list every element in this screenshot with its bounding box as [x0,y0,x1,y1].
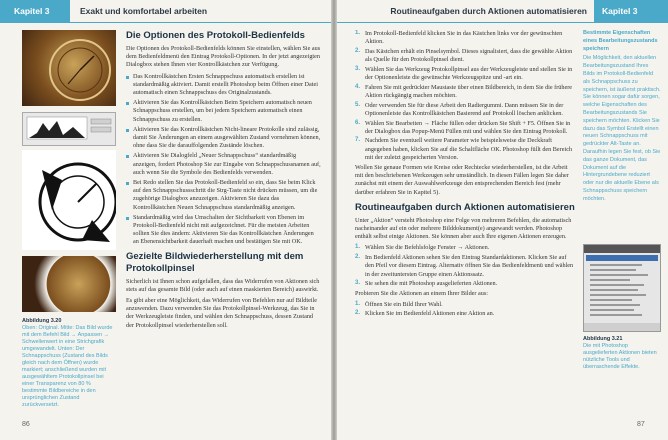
bullet-item: Aktivieren Sie das Kontrollkästchen Beim Speichern automatisch neuen Schnappschuss erstellen, um bei jedem Speichern automatisch einen Schnappschuss zu erstellen. [126,99,321,124]
left-chapter-tab: Kapitel 3 [0,0,70,22]
sidebar-text: Die Möglichkeit, den aktuellen Bearbeitungszustand Ihres Bilds im Protokoll-Bedienfeld als Schnappschuss zu speichern, ist äußerst praktisch. Sie können sogar dafür sorgen, welche Eigenschaften des Bearbeitungszustands Sie speichern möchten. Klicken Sie dazu das Symbol Erstellt einen neuen Schnappschuss mit gedrückter Alt-Taste an. Daraufhin legen Sie fest, ob Sie das ganze Dokument, das Dokument auf die Hintergrundebene reduziert oder nur die aktuelle Ebene als Schnappschuss speichern möchten. [583,55,661,202]
list-item: 2. Klicken Sie im Bedienfeld Aktionen eine Aktion an. [355,310,495,318]
left-page-number: 86 [22,421,30,428]
left-figure-caption [22,318,116,409]
right-header-rule [337,22,668,23]
paragraph: Es gibt aber eine Möglichkeit, das Widerrufen von Befehlen nur auf Bildteile anzuwenden. Dazu verwenden Sie das Protokollpinsel-Werkzeug, das Sie in der Werkzeugleiste finden, und wählen den Schnappschuss, dessen Zustand der Protokollpinsel wiederherstellen soll. [126,297,318,329]
figure-clock-original [22,30,116,106]
left-caption-label: Abbildung 3.20 [22,318,62,324]
list-item: 4. Fahren Sie mit gedrückter Maustaste über einen Bildbereich, in dem Sie die frühere Aktion rückgängig machen möchten. [355,83,573,99]
right-running-header: Routineaufgaben durch Aktionen automatisieren [390,6,587,16]
options-bullet-list [126,73,321,247]
actions-panel-graphic [584,245,660,331]
left-text-column [126,30,321,420]
list-item: 5. Oder verwenden Sie für diese Arbeit den Radiergummi. Dann müssen Sie in der Optionenleiste das Kontrollkästchen Basierend auf Protokoll löschen anklicken. [355,101,564,117]
bullet-item: Standardmäßig wird das Umschalten der Sichtbarkeit von Ebenen im Protokoll-Bedienfeld nicht mit aufgezeichnet. Für die meisten Arbeiten sollten Sie dies ändern: Aktivieren Sie das Kontrollkästchen Änderungen an Ebenensichtbarkeit dauerhaft machen und bestätigen Sie mit OK. [126,214,321,247]
sidebar-title: Bestimmte Eigenschaften eines Bearbeitungszustands speichern [583,30,658,52]
right-page [337,0,668,440]
paragraph: Probieren Sie die Aktionen an einem Ihrer Bilder aus: [355,290,488,298]
steps2-list [355,244,575,288]
left-caption-text: Oben: Original. Mitte: Das Bild wurde mit dem Befehl Bild → Anpassen → Schwellenwert in eine Strichgrafik umgewandelt. Unten: Der Schnappschuss (Zustand des Bilds gleich nach dem Öffnen) wurde markiert; anschließend wurden mit ausgewähltem Protokollpinsel bei einer Transparenz von 80 % bestimmte Bildbereiche in den ursprünglichen Zustand zurückversetzt. [22,325,113,408]
list-item: 1. Im Protokoll-Bedienfeld klicken Sie in das Kästchen links vor der gewünschten Aktion. [355,30,563,46]
left-page [0,0,331,440]
bullet-item: Aktivieren Sie das Kontrollkästchen Nicht-lineare Protokolle sind zulässig, damit Sie Änderungen an einem ausgewählten Zustand vornehmen können, ohne dass Sie die darauffolgenden Zustände löschen. [126,126,321,151]
figure-clock-restored [22,256,116,312]
histogram-graphic [23,113,115,145]
steps3-list [355,301,575,319]
intro-paragraph: Die Optionen des Protokoll-Bedienfelds können Sie einstellen, wählen Sie aus dem Bedienfeldmenü den Eintrag Protokoll-Optionen. In der jetzt angezeigten Dialogbox stehen Ihnen vier Kontrollkästchen zur Verfügung. [126,45,321,69]
list-item: 6. Wählen Sie Bearbeiten → Fläche füllen oder drücken Sie Shift + F5. Öffnen Sie in der Dialogbox das Popup-Menü Füllen mit und wählen Sie den Eintrag Protokoll. [355,119,571,135]
clock-face-original [22,30,116,106]
right-sidebar-note [583,30,661,240]
section-title-aktionen: Routineaufgaben durch Aktionen automatisieren [355,201,575,213]
list-item: 7. Nachdem Sie eventuell weitere Parameter wie beispielsweise die Deckkraft angegeben haben, klicken Sie auf die Schaltfläche OK. Photoshop füllt den Bereich mit der zuletzt gespeicherten Version. [355,137,573,161]
right-figure-caption [583,336,661,371]
bullet-item: Aktivieren Sie Dialogfeld „Neuer Schnappschuss“ standardmäßig anzeigen, fordert Photoshop Sie zur Eingabe von Schnappschussnamen auf, auch wenn Sie die Symbole des Bedienfelds verwenden. [126,152,321,177]
section-title-protokoll-optionen: Die Optionen des Protokoll-Bedienfelds [126,30,305,41]
right-caption-text: Die mit Photoshop ausgelieferten Aktionen bieten nützliche Tools und überraschende Effekte. [583,343,657,370]
paragraph: Sicherlich ist Ihnen schon aufgefallen, dass das Widerrufen von Aktionen sich stets auf das gesamte Bild (oder auch auf einen maskierten Bereich) auswirkt. [126,277,320,293]
right-text-column [355,30,575,420]
list-item: 1. Öffnen Sie ein Bild Ihrer Wahl. [355,300,443,308]
figure-actions-panel [583,244,661,332]
list-item: 2. Im Bedienfeld Aktionen sehen Sie den Eintrag Standardaktionen. Klicken Sie auf den Pfeil vor diesem Eintrag. Alternativ öffnen Sie das Bedienfeldmenü und wählen in der zweituntersten Gruppe einen Aktionssatz. [355,254,574,278]
list-item: 1. Wählen Sie die Befehlsfolge Fenster → Aktionen. [355,244,490,252]
left-running-header: Exakt und komfortabel arbeiten [80,6,208,16]
bullet-item: Bei Redo stellen Sie das Protokoll-Bedienfeld so ein, dass Sie beim Klick auf den Schnappschussschritt die Strg-Taste nicht drücken müssen, um die zugehörige Dialogbox anzuzeigen. Aktivieren Sie dazu das Kontrollkästchen Neuen Schnappschuss standardmäßig anzeigen. [126,179,321,212]
steps-list [355,30,575,162]
figure-dialog-screenshot [22,112,116,146]
figure-clock-threshold [22,150,116,250]
paragraph: Wollen Sie genaue Formen wie Kreise oder Rechtecke wiederherstellen, ist die Arbeit mit den beschriebenen Werkzeugen sehr umständlich. In diesen Fällen legen Sie daher zunächst mit einem der Auswahlwerkzeuge den entsprechenden Bereich fest (mehr darüber erfahren Sie in Kapitel 5). [355,164,569,196]
right-caption-label: Abbildung 3.21 [583,336,623,342]
list-item: 2. Das Kästchen erhält ein Pinselsymbol. Dieses signalisiert, dass die gewählte Aktion als Quelle für den Protokollpinsel dient. [355,47,573,64]
bullet-item: Das Kontrollkästchen Ersten Schnappschuss automatisch erstellen ist standardmäßig aktiviert. Damit erstellt Photoshop beim Öffnen einer Datei automatisch einen Schnappschuss des Originalzustands. [126,73,321,98]
right-chapter-tab: Kapitel 3 [594,0,668,22]
right-page-number: 87 [637,421,645,428]
list-item: 3. Wählen Sie das Werkzeug Protokollpinsel aus der Werkzeugleiste und stellen Sie in der Optionenleiste die gewünschte Werkzeugspitze und -art ein. [355,65,573,82]
clock-face-threshold [22,150,116,250]
paragraph: Unter „Aktion“ versteht Photoshop eine Folge von mehreren Befehlen, die automatisch nacheinander auf ein oder mehrere Bilddokument(e) angewandt werden. Photoshop enthält selbst einige Aktionen. Sie können aber auch Ihre eigenen Aktionen erzeugen. [355,216,572,241]
section-title-protokollpinsel: Gezielte Bildwiederherstellung mit dem Protokollpinsel [126,250,304,274]
left-header-rule [0,22,331,23]
list-item: 3. Sie sehen die mit Photoshop ausgelieferten Aktionen. [355,280,498,288]
